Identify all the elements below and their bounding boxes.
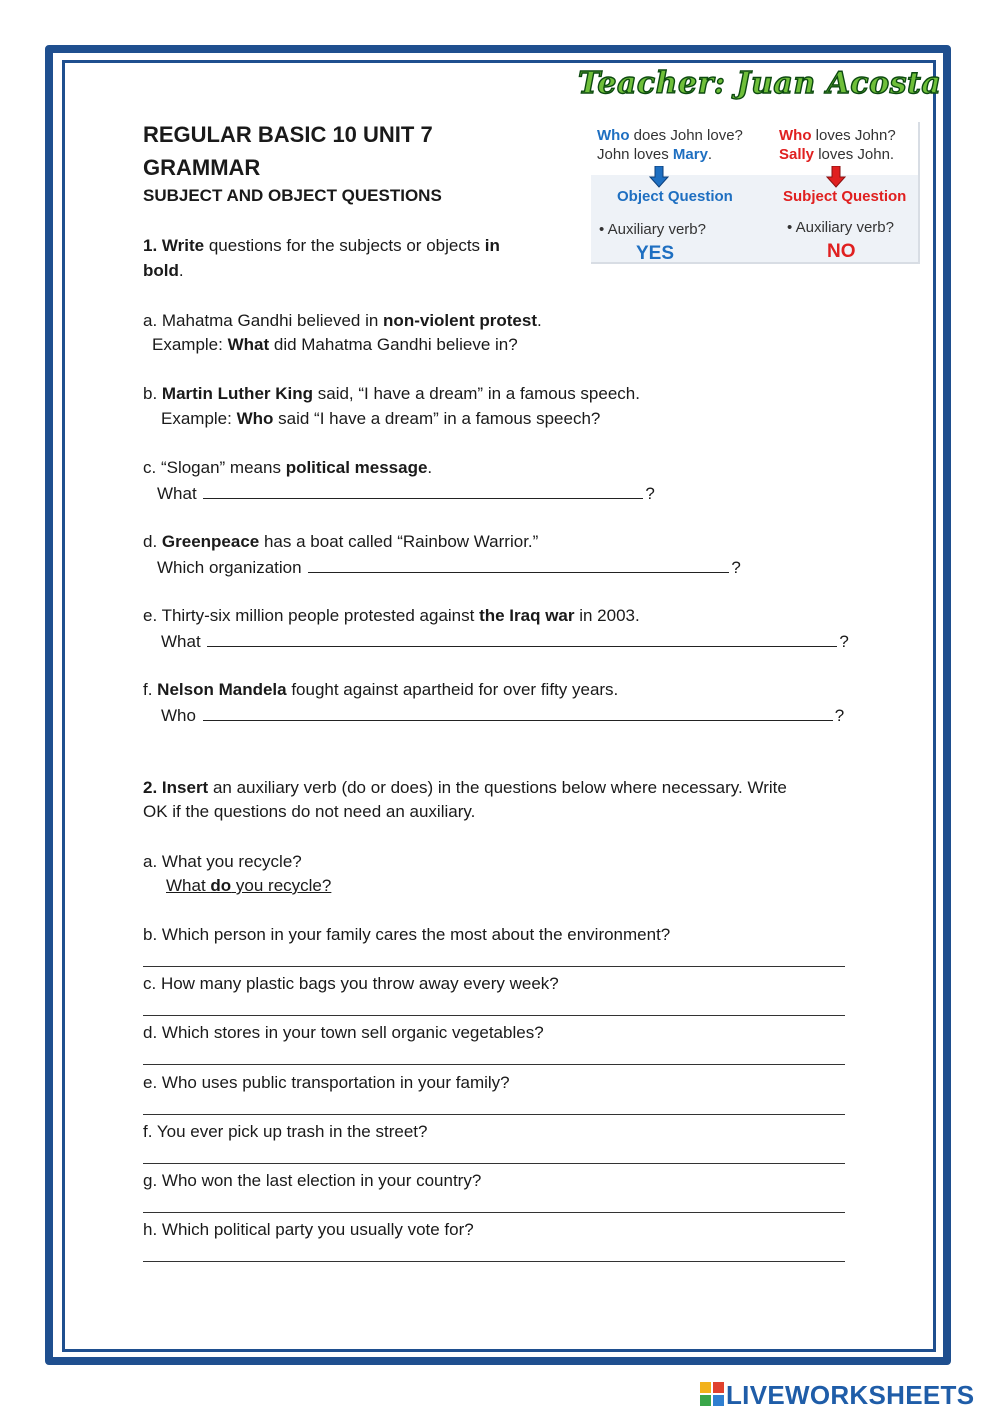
ex1-item-b-example: Example: Who said “I have a dream” in a famous speech? (161, 409, 601, 428)
liveworksheets-brand: LIVEWORKSHEETS (726, 1380, 975, 1410)
subject-aux-prompt: • Auxiliary verb? (787, 219, 894, 236)
ex2-item-c: c. How many plastic bags you throw away every week? (143, 974, 559, 993)
answer-line[interactable] (143, 1064, 845, 1065)
exercise1-instruction-line2: bold. (143, 261, 184, 280)
ex1-item-d-answer-line: Which organization ? (157, 558, 741, 577)
answer-line[interactable] (143, 1015, 845, 1016)
object-aux-answer: YES (636, 243, 675, 264)
ex1-item-c: c. “Slogan” means political message. (143, 458, 433, 477)
object-question-label: Object Question (617, 188, 733, 205)
grammar-info-box (591, 122, 920, 264)
ex1-item-e: e. Thirty-six million people protested against the Iraq war in 2003. (143, 606, 640, 625)
worksheet-subtitle: SUBJECT AND OBJECT QUESTIONS (143, 186, 442, 205)
answer-line[interactable] (143, 1261, 845, 1262)
ex1-item-f-answer-line: Who ? (161, 706, 845, 725)
object-question-example: Who does John love? (597, 127, 743, 144)
ex2-item-d: d. Which stores in your town sell organic vegetables? (143, 1023, 544, 1042)
ex1-item-b: b. Martin Luther King said, “I have a dream” in a famous speech. (143, 384, 640, 403)
answer-blank[interactable] (203, 482, 643, 499)
exercise2-instruction-line2: OK if the questions do not need an auxiliary. (143, 802, 476, 821)
ex2-item-h: h. Which political party you usually vote for? (143, 1220, 474, 1239)
ex1-item-a: a. Mahatma Gandhi believed in non-violent protest. (143, 311, 542, 330)
exercise2-instruction-line1: 2. Insert an auxiliary verb (do or does) in the questions below where necessary. Write (143, 778, 787, 797)
object-answer-example: John loves Mary. (597, 146, 713, 163)
liveworksheets-logo-icon (700, 1382, 724, 1406)
ex2-item-f: f. You ever pick up trash in the street? (143, 1122, 428, 1141)
ex2-item-g: g. Who won the last election in your country? (143, 1171, 482, 1190)
answer-line[interactable] (143, 1163, 845, 1164)
arrow-down-red-icon (826, 166, 846, 188)
ex2-item-a-example-answer: What do you recycle? (166, 876, 332, 895)
exercise1-instruction-line1: 1. Write questions for the subjects or objects in (143, 236, 500, 255)
ex2-item-a: a. What you recycle? (143, 852, 302, 871)
worksheet-title: REGULAR BASIC 10 UNIT 7 (143, 122, 433, 147)
object-aux-prompt: • Auxiliary verb? (599, 221, 706, 238)
ex1-item-a-example: Example: What did Mahatma Gandhi believe in? (152, 335, 518, 354)
arrow-down-blue-icon (649, 166, 669, 188)
subject-answer-example: Sally loves John. (779, 146, 895, 163)
answer-line[interactable] (143, 966, 845, 967)
answer-line[interactable] (143, 1212, 845, 1213)
ex1-item-f: f. Nelson Mandela fought against apartheid for over fifty years. (143, 680, 619, 699)
answer-blank[interactable] (207, 630, 837, 647)
teacher-name: Teacher: Juan Acosta (578, 66, 942, 101)
ex2-item-b: b. Which person in your family cares the most about the environment? (143, 925, 671, 944)
worksheet-section: GRAMMAR (143, 155, 261, 180)
ex1-item-c-answer-line: What ? (157, 484, 655, 503)
answer-line[interactable] (143, 1114, 845, 1115)
answer-blank[interactable] (203, 704, 833, 721)
ex2-item-e: e. Who uses public transportation in your family? (143, 1073, 510, 1092)
subject-question-label: Subject Question (783, 188, 907, 205)
ex1-item-e-answer-line: What ? (161, 632, 849, 651)
ex1-item-d: d. Greenpeace has a boat called “Rainbow Warrior.” (143, 532, 539, 551)
answer-blank[interactable] (308, 556, 729, 573)
subject-aux-answer: NO (827, 241, 856, 262)
subject-question-example: Who loves John? (779, 127, 896, 144)
